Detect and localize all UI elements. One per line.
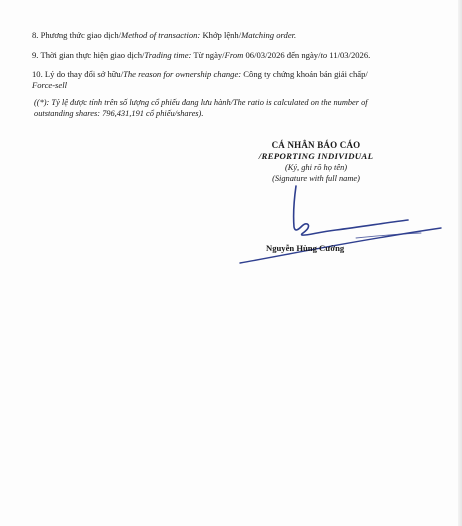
item-9-to-en: to	[320, 50, 328, 60]
signature-block	[236, 140, 396, 184]
footnote-text-1: ((*): Tỷ lệ được tính trên số lượng cổ phiếu đang lưu hành/The ratio is calculated on the number of	[34, 98, 368, 107]
item-10-reason-cont	[32, 80, 67, 91]
item-10-value-vi: Công ty chứng khoán bán giải chấp/	[241, 69, 368, 79]
item-9-label-en: Trading time:	[144, 50, 192, 60]
footnote-line-1	[34, 97, 368, 108]
item-8-label-en: Method of transaction:	[121, 30, 201, 40]
item-8-value-vi: Khớp lệnh/	[200, 30, 242, 40]
footnote-text-2: outstanding shares: 796,431,191 cổ phiếu/shares).	[34, 109, 204, 118]
item-10-reason	[32, 69, 368, 80]
reporting-individual-title-en: /REPORTING INDIVIDUAL	[258, 151, 374, 161]
item-9-to-date: 11/03/2026.	[327, 50, 371, 60]
item-9-prefix: 9. Thời gian thực hiện giao dịch/	[32, 50, 145, 60]
handwritten-signature	[236, 180, 456, 270]
signature-stroke-main	[294, 186, 408, 235]
signer-name: Nguyễn Hùng Cường	[266, 243, 345, 253]
signature-stroke-tail	[356, 233, 421, 238]
page-edge-shadow	[458, 0, 462, 526]
item-8-prefix: 8. Phương thức giao dịch/	[32, 30, 122, 40]
reporting-individual-title-vi: CÁ NHÂN BÁO CÁO	[271, 140, 361, 150]
item-10-value-en: Force-sell	[32, 80, 67, 90]
item-10-prefix: 10. Lý do thay đổi sở hữu/	[32, 69, 124, 79]
item-10-label-en: The reason for ownership change:	[123, 69, 242, 79]
item-9-trading-time	[32, 50, 370, 61]
signature-note-en: (Signature with full name)	[272, 174, 360, 183]
item-8-value-en: Matching order.	[241, 30, 297, 40]
item-8-transaction-method	[32, 30, 296, 41]
footnote-line-2	[34, 108, 203, 119]
item-9-from-date: 06/03/2026 đến ngày/	[243, 50, 321, 60]
item-9-from-vi: Từ ngày/	[191, 50, 225, 60]
item-9-from-en: From	[224, 50, 244, 60]
signature-note-vi: (Ký, ghi rõ họ tên)	[284, 163, 348, 172]
